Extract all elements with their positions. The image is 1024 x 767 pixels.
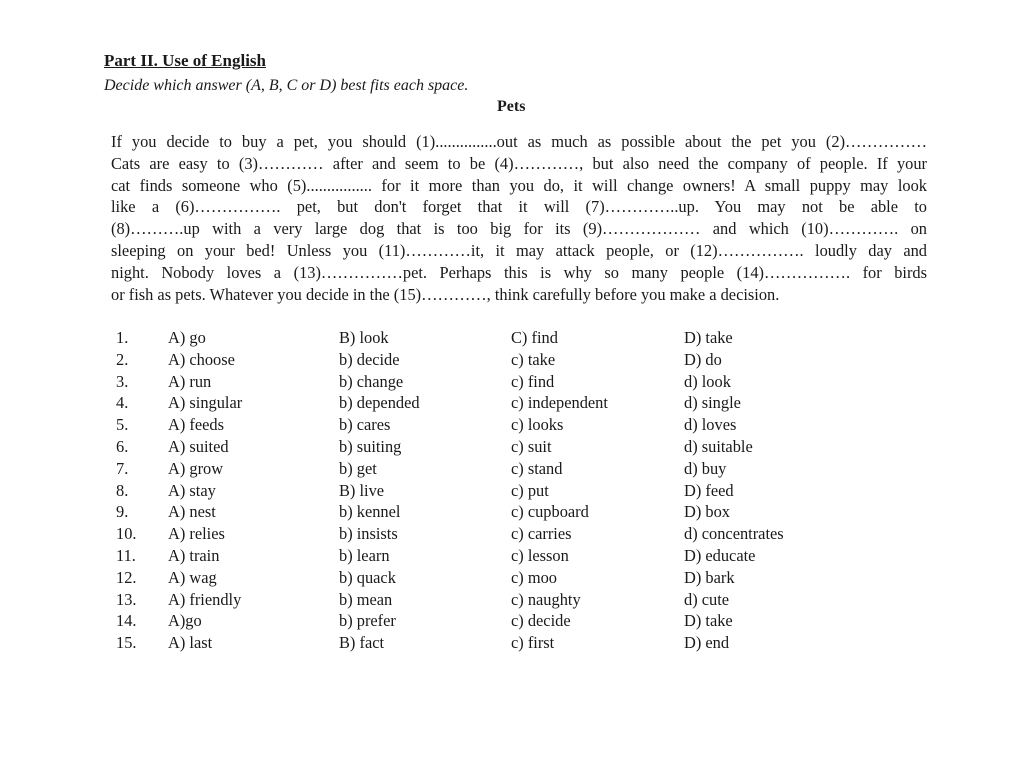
option-b: b) decide (339, 349, 400, 369)
option-b: b) learn (339, 545, 390, 565)
passage-line: (8)……….up with a very large dog that is too big for its (9)……………… and which (10)…………. on (111, 219, 927, 239)
option-a: A) suited (168, 436, 229, 456)
option-d: D) educate (684, 545, 756, 565)
option-b: b) suiting (339, 436, 402, 456)
answer-options (0, 327, 1024, 654)
option-a: A) friendly (168, 589, 242, 609)
option-d: D) box (684, 502, 730, 522)
question-number: 1. (116, 328, 129, 347)
option-c: c) naughty (511, 589, 581, 609)
option-c: c) suit (511, 436, 552, 456)
option-c: c) stand (511, 458, 563, 478)
option-b: B) fact (339, 633, 385, 653)
option-b: b) quack (339, 567, 396, 587)
option-c: c) moo (511, 567, 557, 587)
option-c: c) independent (511, 393, 608, 413)
option-b: b) prefer (339, 611, 396, 631)
question-number: 2. (116, 349, 129, 369)
option-b: b) change (339, 371, 404, 391)
option-b: B) live (339, 480, 385, 500)
option-c: c) lesson (511, 545, 569, 565)
option-d: d) look (684, 371, 731, 391)
question-number: 14. (116, 611, 137, 631)
option-a: A) nest (168, 502, 216, 522)
option-row (0, 480, 1024, 502)
question-number: 3. (116, 371, 129, 391)
option-row (0, 458, 1024, 480)
passage-line: like a (6)……………. pet, but don't forget that it will (7)…………..up. You may not be able to (111, 197, 927, 217)
question-number: 5. (116, 415, 129, 435)
option-d: d) concentrates (684, 524, 784, 544)
option-row (0, 371, 1024, 393)
passage-title: Pets (497, 98, 526, 115)
option-d: d) loves (684, 415, 737, 435)
option-d: D) end (684, 633, 730, 653)
option-a: A) singular (168, 393, 243, 413)
option-row (0, 632, 1024, 654)
question-number: 6. (116, 436, 129, 456)
option-d: D) feed (684, 480, 734, 500)
option-b: b) insists (339, 524, 398, 544)
option-c: c) decide (511, 611, 571, 631)
option-row (0, 589, 1024, 611)
option-a: A) grow (168, 458, 224, 478)
option-d: D) bark (684, 567, 735, 587)
option-a: A) last (168, 633, 213, 653)
option-b: b) depended (339, 393, 420, 413)
option-row (0, 567, 1024, 589)
option-d: d) suitable (684, 436, 753, 456)
option-row (0, 545, 1024, 567)
option-a: A) choose (168, 349, 235, 369)
option-row (0, 349, 1024, 371)
option-c: c) first (511, 633, 555, 653)
option-a: A) relies (168, 524, 225, 544)
option-c: c) looks (511, 415, 564, 435)
option-d: D) take (684, 611, 733, 631)
option-row (0, 523, 1024, 545)
option-d: D) take (684, 328, 733, 347)
option-a: A) go (168, 328, 206, 347)
option-c: c) find (511, 371, 555, 391)
option-a: A) run (168, 371, 212, 391)
question-number: 7. (116, 458, 129, 478)
option-a: A) stay (168, 480, 216, 500)
option-c: c) put (511, 480, 549, 500)
option-d: d) single (684, 393, 741, 413)
question-number: 10. (116, 524, 137, 544)
option-b: B) look (339, 328, 389, 347)
option-a: A) feeds (168, 415, 224, 435)
option-d: d) buy (684, 458, 727, 478)
option-c: c) carries (511, 524, 572, 544)
option-a: A)go (168, 611, 202, 631)
question-number: 4. (116, 393, 129, 413)
question-number: 12. (116, 567, 137, 587)
option-b: b) get (339, 458, 377, 478)
option-a: A) train (168, 545, 220, 565)
passage-line: If you decide to buy a pet, you should (1)...............out as much as possible about the pet you (2)…………… (111, 132, 927, 151)
option-d: D) do (684, 349, 722, 369)
question-number: 13. (116, 589, 137, 609)
option-row (0, 610, 1024, 632)
option-b: b) mean (339, 589, 393, 609)
option-c: c) cupboard (511, 502, 589, 522)
section-heading: Part II. Use of English (104, 51, 266, 70)
passage (111, 131, 927, 305)
option-row (0, 327, 1024, 349)
option-c: C) find (511, 328, 558, 347)
question-number: 15. (116, 633, 137, 653)
option-b: b) kennel (339, 502, 401, 522)
option-row (0, 436, 1024, 458)
option-row (0, 392, 1024, 414)
instruction-text: Decide which answer (A, B, C or D) best fits each space. (104, 77, 469, 94)
passage-line: cat finds someone who (5)................ for it more than you do, it will change owners! A small puppy may look (111, 175, 927, 195)
passage-line: sleeping on your bed! Unless you (11)…………it, it may attack people, or (12)……………. loudly day and (111, 240, 927, 260)
question-number: 9. (116, 502, 129, 522)
passage-line: night. Nobody loves a (13)……………pet. Perhaps this is why so many people (14)……………. for birds (111, 262, 927, 282)
option-row (0, 501, 1024, 523)
option-c: c) take (511, 349, 556, 369)
option-d: d) cute (684, 589, 730, 609)
option-a: A) wag (168, 567, 217, 587)
question-number: 11. (116, 545, 136, 565)
option-b: b) cares (339, 415, 391, 435)
option-row (0, 414, 1024, 436)
passage-line: Cats are easy to (3)………… after and seem to be (4)…………, but also need the company of people. If your (111, 153, 927, 173)
question-number: 8. (116, 480, 129, 500)
passage-line: or fish as pets. Whatever you decide in the (15)…………, think carefully before you make a decision. (111, 284, 780, 304)
